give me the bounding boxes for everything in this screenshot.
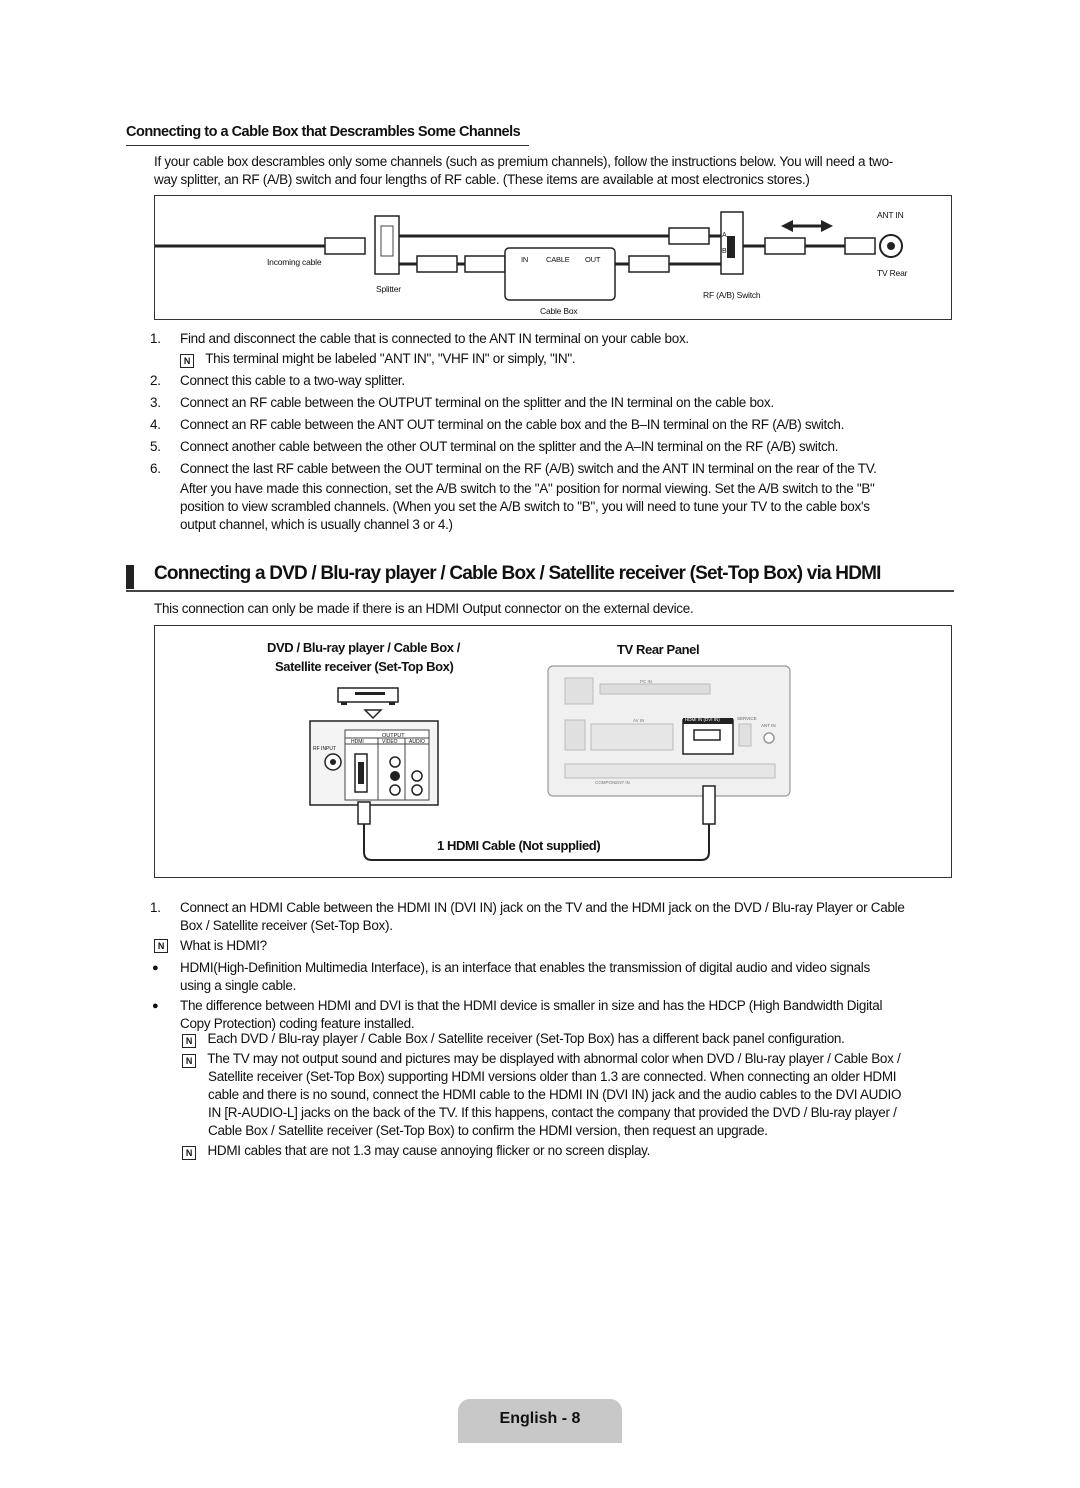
bullet-icon: ● xyxy=(152,962,159,974)
note-icon: N xyxy=(182,1146,196,1160)
cable-box-steps xyxy=(150,330,960,534)
cable-box-label: Cable Box xyxy=(540,306,578,316)
step-item xyxy=(150,330,960,350)
output-label: OUTPUT xyxy=(382,733,405,739)
note-text: IN [R-AUDIO-L] jacks on the back of the TV. If this happens, contact the company that provided the DVD / Blu-ray player / xyxy=(208,1105,897,1120)
after-text: output channel, which is usually channel 3 or 4.) xyxy=(180,517,453,532)
tv-rear-label: TV Rear xyxy=(877,268,908,278)
note-icon: N xyxy=(182,1034,196,1048)
step-note xyxy=(180,350,960,372)
step-number: 6. xyxy=(150,461,161,476)
section-title-rule xyxy=(126,590,954,592)
splitter-label: Splitter xyxy=(376,284,401,294)
av-in-label: AV IN xyxy=(633,718,645,723)
step-number: 4. xyxy=(150,417,161,432)
step-text: Connect another cable between the other OUT terminal on the splitter and the A–IN terminal on the RF (A/B) switch. xyxy=(180,439,839,454)
section-title-bar xyxy=(126,565,134,589)
step-number: 5. xyxy=(150,439,161,454)
note-item xyxy=(182,1142,942,1160)
device-label-line1: DVD / Blu-ray player / Cable Box / xyxy=(267,640,461,655)
step-item xyxy=(150,394,960,416)
rf-switch-label: RF (A/B) Switch xyxy=(703,290,761,300)
step-note-text: This terminal might be labeled "ANT IN", "VHF IN" or simply, "IN". xyxy=(205,351,576,366)
step-number: 1. xyxy=(150,331,161,346)
step-text: Connect this cable to a two-way splitter. xyxy=(180,373,405,388)
step-text: Find and disconnect the cable that is connected to the ANT IN terminal on your cable box. xyxy=(180,331,689,346)
intro-line: way splitter, an RF (A/B) switch and four lengths of RF cable. (These items are available at most electronics stores.) xyxy=(154,172,810,187)
note-icon: N xyxy=(180,354,194,368)
bullet-item xyxy=(152,997,940,1015)
step-text: Box / Satellite receiver (Set-Top Box). xyxy=(180,918,393,933)
switch-b-label: B xyxy=(722,248,727,255)
cable-box-cable-label: CABLE xyxy=(546,255,570,264)
connector xyxy=(325,238,365,254)
cable-box-in-label: IN xyxy=(521,255,529,264)
note-icon: N xyxy=(182,1054,196,1068)
section-subtitle-cable-box: Connecting to a Cable Box that Descrambles Some Channels xyxy=(126,124,521,140)
switch-a-label: A xyxy=(722,232,727,239)
hdmi-steps xyxy=(150,899,940,1033)
note-icon: N xyxy=(154,939,168,953)
cable-box-connection-diagram xyxy=(154,195,952,320)
bullet-text: The difference between HDMI and DVI is that the HDMI device is smaller in size and has the HDCP (High Bandwidth Digital xyxy=(180,998,883,1013)
note-text: Cable Box / Satellite receiver (Set-Top Box) to confirm the HDMI version, then request an upgrade. xyxy=(208,1123,768,1138)
note-text: HDMI cables that are not 1.3 may cause annoying flicker or no screen display. xyxy=(207,1143,651,1158)
what-is-text: What is HDMI? xyxy=(180,938,267,953)
section2-intro: This connection can only be made if there is an HDMI Output connector on the external device. xyxy=(154,601,694,616)
tv-rear-panel-label: TV Rear Panel xyxy=(617,642,700,657)
step-text: Connect an RF cable between the OUTPUT terminal on the splitter and the IN terminal on the cable box. xyxy=(180,395,774,410)
step-item xyxy=(150,438,960,460)
hdmi-connection-diagram xyxy=(154,625,952,878)
ant-in-label: ANT IN xyxy=(877,210,904,220)
video-port-label: VIDEO xyxy=(382,739,398,745)
note-text: Satellite receiver (Set-Top Box) supporting HDMI versions older than 1.3 are connected. When connecting an older HDMI xyxy=(208,1069,897,1084)
dvd-player-icon xyxy=(338,688,398,705)
bullet-item xyxy=(152,959,940,977)
step-item xyxy=(150,460,960,480)
bullet-text: HDMI(High-Definition Multimedia Interface), is an interface that enables the transmission of digital audio and video signals xyxy=(180,960,870,975)
service-label: SERVICE xyxy=(737,716,757,721)
pc-in-label: PC IN xyxy=(640,679,653,684)
step-item xyxy=(150,416,960,438)
tv-hdmi-in-label: HDMI IN (DVI IN) xyxy=(685,717,720,722)
note-text: cable and there is no sound, connect the HDMI cable to the HDMI IN (DVI IN) jack and the audio cables to the DVI AUDIO xyxy=(208,1087,902,1102)
device-label-line2: Satellite receiver (Set-Top Box) xyxy=(275,659,454,674)
note-text: Each DVD / Blu-ray player / Cable Box / Satellite receiver (Set-Top Box) has a different back panel configuration. xyxy=(207,1031,845,1046)
audio-port-label: AUDIO xyxy=(409,739,425,745)
note-item xyxy=(182,1030,942,1048)
bullet-text: using a single cable. xyxy=(180,978,297,993)
bullet-icon: ● xyxy=(152,1000,159,1012)
component-in-label: COMPONENT IN xyxy=(595,780,630,785)
intro-line: If your cable box descrambles only some channels (such as premium channels), follow the instructions below. You will need a two- xyxy=(154,154,893,169)
hdmi-cable-label: 1 HDMI Cable (Not supplied) xyxy=(437,838,601,853)
section1-intro xyxy=(154,153,954,189)
step-number: 3. xyxy=(150,395,161,410)
rf-input-label: RF INPUT xyxy=(313,746,337,752)
step-number: 1. xyxy=(150,900,161,915)
hdmi-port-label: HDMI xyxy=(351,739,364,745)
section-title-hdmi: Connecting a DVD / Blu-ray player / Cable Box / Satellite receiver (Set-Top Box) via HDMI xyxy=(154,563,881,584)
incoming-cable-label: Incoming cable xyxy=(267,257,322,267)
hdmi-notes xyxy=(182,1030,942,1160)
step-text: Connect an HDMI Cable between the HDMI IN (DVI IN) jack on the TV and the HDMI jack on the DVD / Blu-ray Player or Cable xyxy=(180,900,905,915)
hdmi-port-icon xyxy=(694,730,720,740)
note-item xyxy=(182,1050,942,1068)
step-number: 2. xyxy=(150,373,161,388)
step-text: Connect an RF cable between the ANT OUT terminal on the cable box and the B–IN terminal on the RF (A/B) switch. xyxy=(180,417,845,432)
subtitle-underline xyxy=(126,145,529,146)
bullet-text: Copy Protection) coding feature installed. xyxy=(180,1016,415,1031)
tv-ant-in-label: ANT IN xyxy=(761,723,776,728)
after-text: position to view scrambled channels. (When you set the A/B switch to "B", you will need to tune your TV to the cable box's xyxy=(180,499,870,514)
step-item xyxy=(150,372,960,394)
cable-box-out-label: OUT xyxy=(585,255,601,264)
note-text: The TV may not output sound and pictures may be displayed with abnormal color when DVD / Blu-ray player / Cable Box / xyxy=(207,1051,901,1066)
after-text: After you have made this connection, set the A/B switch to the "A" position for normal viewing. Set the A/B switch to the "B" xyxy=(180,481,875,496)
step-text: Connect the last RF cable between the OUT terminal on the RF (A/B) switch and the ANT IN terminal on the rear of the TV. xyxy=(180,461,877,476)
page-number: English - 8 xyxy=(499,1410,581,1427)
page-number-tab xyxy=(458,1399,622,1443)
what-is-hdmi xyxy=(157,937,940,955)
step-item xyxy=(150,899,940,917)
